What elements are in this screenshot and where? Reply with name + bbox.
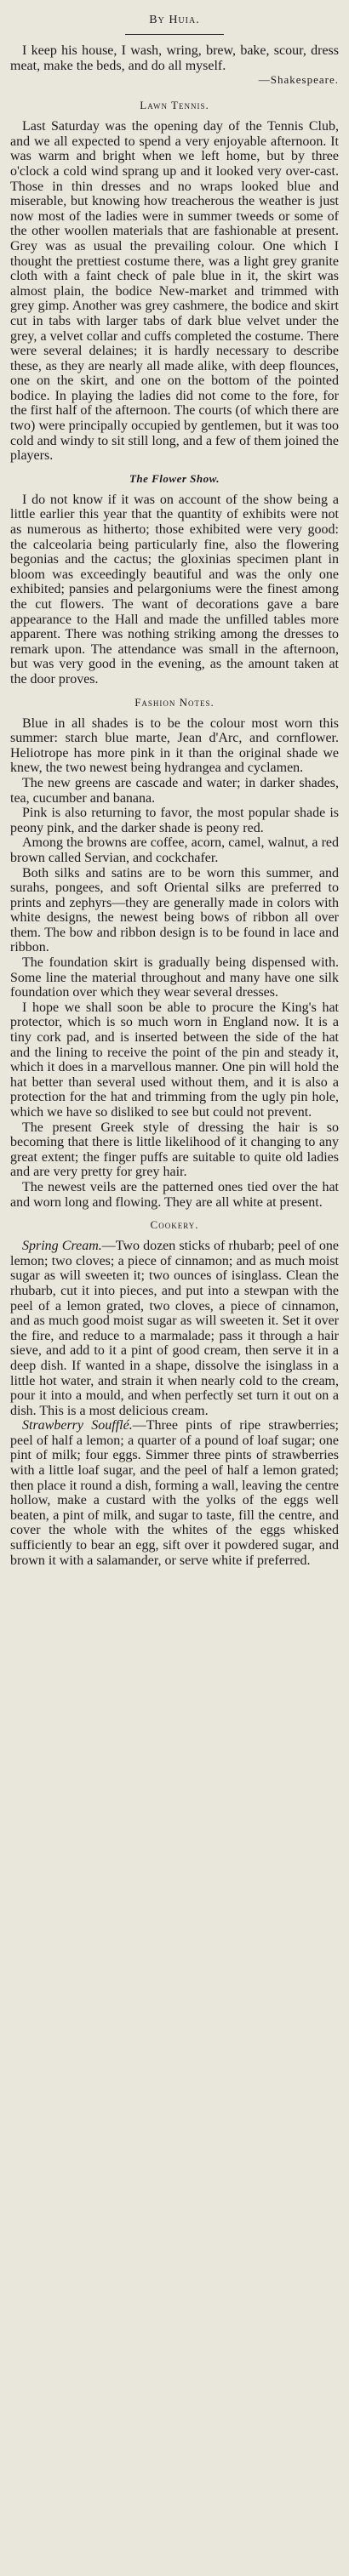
- paragraph: The new greens are cascade and water; in darker shades, tea, cucumber and banana.: [10, 775, 339, 806]
- paragraph: Pink is also returning to favor, the most popular shade is peony pink, and the darker shade is peony red.: [10, 806, 339, 835]
- section-fashion-notes: [10, 696, 339, 1211]
- recipe-title: Spring Cream.: [22, 1239, 102, 1254]
- recipe-body: —Three pints of ripe strawberries; peel of half a lemon; a quarter of a pound of loaf sugar; one pint of milk; four eggs. Simmer three pints of strawberries with a little loaf sugar, and the peel of half a lemon grated; then place it round a dish, forming a wall, leaving the centre hollow, make a custard with the yolks of the eggs well beaten, a pint of milk, and sugar to taste, fill the centre, and cover the whole with the whites of the eggs whisked sufficiently to bear an egg, sift over it powdered sugar, and brown it with a salamander, or serve white if preferred.: [10, 1418, 339, 1568]
- section-heading: The Flower Show.: [129, 471, 220, 485]
- byline-rule: [125, 34, 224, 35]
- recipe-body: —Two dozen sticks of rhubarb; peel of one lemon; two cloves; a piece of cinnamon; and as much moist sugar as will sweeten it; two ounces of isinglass. Clean the rhubarb, cut it into pieces, and put into a stewpan with the peel of a lemon grated, two cloves, a piece of cinnamon, and as much good moist sugar as will sweeten it. Set it over the fire, and reduce to a marmalade; pass it through a hair sieve, and add to it a pint of good cream, then serve it in a deep dish. If wanted in a shape, dissolve the isinglass in a little hot water, and strain it when nearly cold to the cream, pour it into a mould, and when perfectly set turn it out on a dish. This is a most delicious cream.: [10, 1239, 339, 1418]
- paragraph: Blue in all shades is to be the colour most worn this summer: starch blue marte, Jean d'Arc, and cornflower. Heliotrope has more pink in it than the original shade we knew, the two newest being hydrangea and cyclamen.: [10, 715, 339, 776]
- section-heading: Fashion Notes.: [134, 695, 215, 709]
- section-heading: Cookery.: [150, 1218, 199, 1232]
- paragraph: The newest veils are the patterned ones tied over the hat and worn long and flowing. They are all white at present.: [10, 1179, 339, 1210]
- paragraph: Last Saturday was the opening day of the Tennis Club, and we all expected to spend a very enjoyable afternoon. It was warm and bright when we left home, but by three o'clock a cold wind sprang up and it looked very over-cast. Those in thin dresses and no wraps looked blue and miserable, but knowing how treacherous the weather is just now most of the ladies were in summer tweeds or some of the other woollen materials that are fashionable at present. Grey was as usual the prevailing colour. One which I thought the prettiest costume there, was a light grey granite cloth with a faint check of pale blue in it, the skirt was almost plain, the bodice New-market and trimmed with grey gimp. Another was grey cashmere, the bodice and skirt cut in tabs with larger tabs of dark blue velvet under the grey, a velvet collar and cuffs completed the costume. There were several delaines; it is hardly necessary to describe these, as they are nearly all made alike, with deep flounces, one on the skirt, and one on the bottom of the pointed bodice. In playing the ladies did not come to the fore, for the first half of the afternoon. The courts (of which there are two) were principally occupied by gentlemen, but it was too cold and windy to sit still long, and a few of them joined the players.: [10, 119, 339, 464]
- section-lawn-tennis: [10, 99, 339, 464]
- paragraph: Among the browns are coffee, acorn, camel, walnut, a red brown called Servian, and cockchafer.: [10, 835, 339, 865]
- section-cookery: [10, 1218, 339, 1568]
- epigraph-attribution: —Shakespeare.: [258, 73, 339, 87]
- byline: By Huia.: [149, 14, 200, 26]
- paragraph: I do not know if it was on account of the show being a little earlier this year that the quantity of exhibits were not as numerous as hitherto; those exhibited were very good: the calceolaria being particularly fine, also the flowering begonias and the cactus; the gloxinias specimen plant in bloom was exceedingly beautiful and was the only one exhibited; pansies and pelargoniums were the finest among the cut flowers. The want of decorations gave a bare appearance to the Hall and made the unfilled tables more apparent. There was nothing striking among the dresses to remark upon. The attendance was small in the afternoon, but was very good in the evening, as the amount taken at the door proves.: [10, 492, 339, 687]
- paragraph: The present Greek style of dressing the hair is so becoming that there is little likelihood of it changing to any great extent; the finger puffs are suitable to quite old ladies and are very pretty for grey hair.: [10, 1120, 339, 1180]
- section-flower-show: [10, 472, 339, 687]
- section-heading: Lawn Tennis.: [140, 99, 209, 112]
- epigraph-verse: I keep his house, I wash, wring, brew, bake, scour, dress meat, make the beds, and do all myself.: [10, 43, 339, 73]
- paragraph: The foundation skirt is gradually being dispensed with. Some line the material throughout and many have one silk foundation over which they wear several dresses.: [10, 955, 339, 1000]
- recipe-spring-cream: [10, 1239, 339, 1418]
- recipe-title: Strawberry Soufflé.: [22, 1418, 133, 1433]
- recipe-strawberry-souffle: [10, 1418, 339, 1568]
- paragraph: I hope we shall soon be able to procure the King's hat protector, which is so much worn in England now. It is a tiny cork pad, and is inserted between the side of the hat and the lining to receive the point of the pin and steady it, which it does in a marvellous manner. One pin will hold the hat better than several used without them, and it is also a protection for the hat and trimming from the ugly pin hole, which we have so disliked to see but could not prevent.: [10, 1000, 339, 1120]
- paragraph: Both silks and satins are to be worn this summer, and surahs, pongees, and soft Oriental silks are preferred to prints and zephyrs—they are generally made in colors with white designs, the newest being bows of ribbon all over them. The bow and ribbon design is to be found in lace and ribbon.: [10, 865, 339, 955]
